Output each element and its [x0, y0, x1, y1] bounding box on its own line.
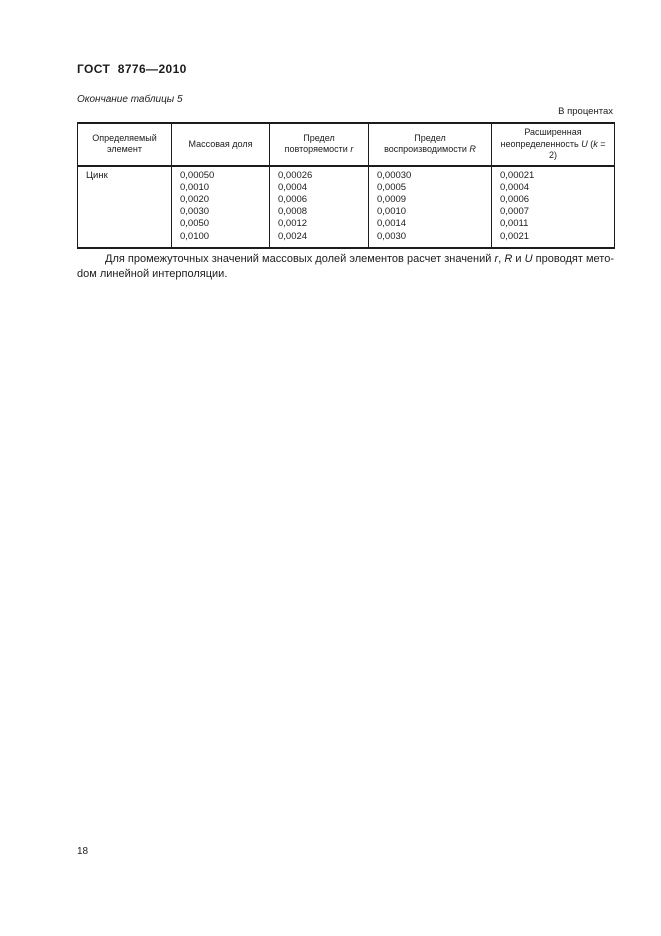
symbol-R: R	[504, 253, 513, 265]
value-line: 0,0020	[180, 193, 210, 205]
document-header-title: ГОСТ 8776—2010	[77, 62, 187, 76]
col-header-element	[78, 123, 172, 166]
header-text: неопределенность	[500, 138, 579, 149]
symbol-r: r	[350, 144, 354, 155]
limits-table	[77, 122, 615, 249]
paragraph-text: Для промежуточных значений массовых долей элементов расчет значений	[105, 253, 495, 265]
symbol-R: R	[469, 144, 476, 155]
symbol-r: r	[494, 253, 499, 265]
value-line: 0,0030	[377, 230, 407, 242]
cell-repeatability-limit	[270, 166, 369, 248]
col-header-reproducibility-limit	[369, 123, 492, 166]
value-line: 0,0004	[500, 181, 530, 193]
paragraph-text: ,	[498, 253, 505, 265]
col-header-expanded-uncertainty	[492, 123, 615, 166]
header-text: = 2)	[548, 138, 606, 160]
header-text: Предел	[414, 132, 446, 143]
value-line: 0,0021	[500, 230, 530, 242]
value-line: 0,0024	[278, 230, 308, 242]
header-text: Предел	[303, 132, 335, 143]
value-line: 0,0005	[377, 181, 407, 193]
value-line: 0,0030	[180, 206, 210, 218]
value-line: 0,0006	[500, 193, 530, 205]
value-line: 0,0100	[180, 230, 210, 242]
header-text: Расширенная	[524, 127, 582, 137]
cell-reproducibility-limit	[369, 166, 492, 248]
header-text: воспроизводимости	[384, 144, 467, 155]
header-text: Массовая доля	[188, 138, 253, 149]
value-line: 0,00026	[278, 169, 313, 181]
value-line: 0,0006	[278, 193, 308, 205]
value-line: 0,0008	[278, 206, 308, 218]
symbol-U: U	[581, 138, 588, 149]
value-line: 0,0050	[180, 218, 210, 230]
table-header-row	[78, 123, 615, 166]
page-number: 18	[77, 846, 89, 857]
value-line: 0,0004	[278, 181, 308, 193]
col-header-mass-fraction	[172, 123, 270, 166]
value-line: 0,0010	[180, 181, 210, 193]
value-line: 0,00030	[377, 169, 412, 181]
symbol-k: k	[593, 138, 598, 149]
value-line: 0,0014	[377, 218, 407, 230]
value-line: 0,0011	[500, 218, 529, 230]
element-name: Цинк	[86, 169, 108, 181]
paragraph-text: и	[512, 253, 525, 265]
col-header-repeatability-limit	[270, 123, 369, 166]
value-line: 0,0012	[278, 218, 308, 230]
units-note: В процентах	[558, 106, 613, 117]
header-text: (	[590, 138, 594, 149]
symbol-U: U	[524, 253, 533, 265]
cell-expanded-uncertainty	[492, 166, 615, 248]
table-row-zinc	[78, 166, 615, 248]
value-line: 0,0010	[377, 206, 407, 218]
header-text: элемент	[107, 144, 142, 155]
header-text: Определяемый	[92, 132, 157, 143]
table-continuation-caption: Окончание таблицы 5	[77, 94, 183, 105]
value-line: 0,00050	[180, 169, 215, 181]
header-text: повторяемости	[284, 144, 348, 155]
value-line: 0,00021	[500, 169, 535, 181]
cell-element-name	[78, 166, 172, 248]
paragraph-text: проводят метоdом линейной интерполяции.	[77, 253, 614, 280]
value-line: 0,0009	[377, 193, 407, 205]
value-line: 0,0007	[500, 206, 530, 218]
cell-mass-fraction	[172, 166, 270, 248]
interpolation-note-paragraph	[77, 252, 614, 281]
